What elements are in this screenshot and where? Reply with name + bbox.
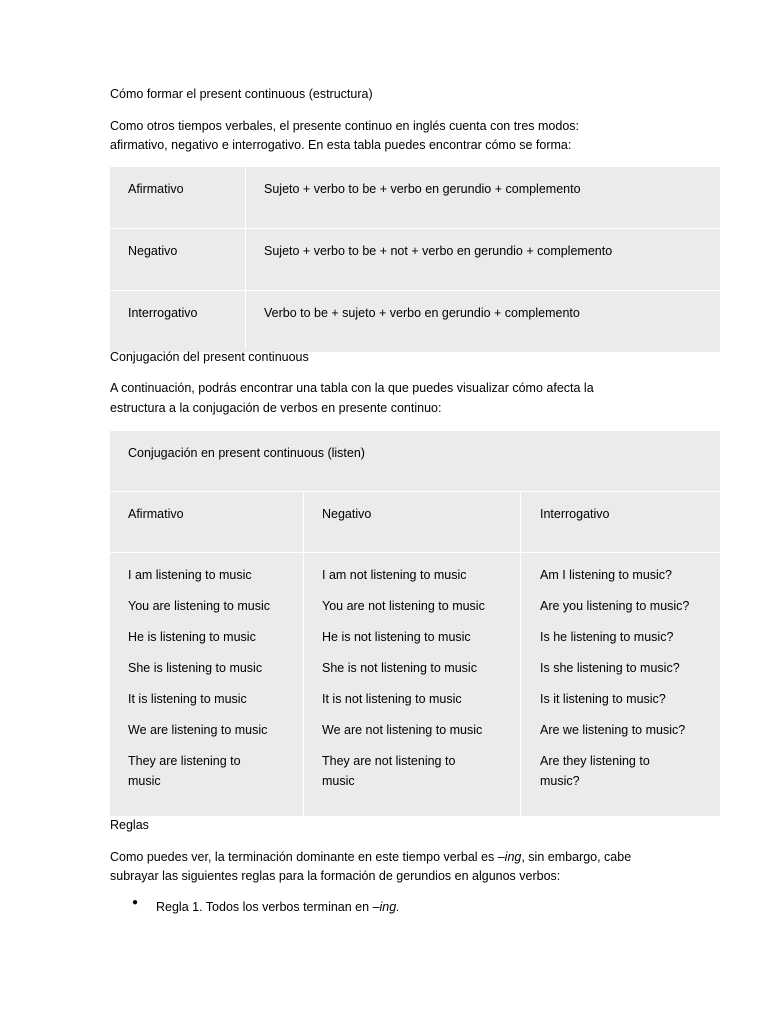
table-divider	[303, 492, 304, 816]
structure-table	[110, 167, 720, 352]
mode-cell: Negativo	[128, 244, 178, 258]
table-cell: Is it listening to music?	[540, 692, 666, 706]
section-heading-conjugation: Conjugación del present continuous	[110, 350, 309, 364]
bullet-icon: ●	[132, 897, 139, 908]
formula-cell: Verbo to be + sujeto + verbo en gerundio + complemento	[264, 306, 580, 320]
mode-cell: Afirmativo	[128, 182, 184, 196]
table-divider	[520, 492, 521, 816]
table-divider	[110, 491, 720, 492]
table-cell: They are listening to music	[128, 754, 241, 788]
column-header-interrogativo: Interrogativo	[540, 507, 610, 521]
text-run: Regla 1. Todos los verbos terminan en	[156, 900, 373, 914]
table-cell: He is listening to music	[128, 630, 256, 644]
table-cell: It is not listening to music	[322, 692, 462, 706]
table-cell: I am listening to music	[128, 568, 252, 582]
table-cell: Are they listening to music?	[540, 754, 650, 788]
afirmativo-column	[128, 565, 270, 791]
table-row	[110, 291, 720, 352]
table-cell: She is listening to music	[128, 661, 263, 675]
table-cell: Is she listening to music?	[540, 661, 680, 675]
column-header-negativo: Negativo	[322, 507, 372, 521]
section-heading-structure: Cómo formar el present continuous (estructura)	[110, 87, 373, 101]
formula-cell: Sujeto + verbo to be + verbo en gerundio + complemento	[264, 182, 581, 196]
conjugation-intro-line-2: estructura a la conjugación de verbos en presente continuo:	[110, 401, 442, 415]
table-cell: It is listening to music	[128, 692, 247, 706]
table-cell: They are not listening to music	[322, 754, 456, 788]
rules-intro-line-1	[110, 847, 631, 867]
table-cell: You are listening to music	[128, 599, 270, 613]
emphasis-text: –ing	[497, 850, 522, 864]
rule-1-item	[156, 897, 400, 917]
table-cell: We are not listening to music	[322, 723, 483, 737]
negativo-column	[322, 565, 487, 791]
structure-intro-line-2: afirmativo, negativo e interrogativo. En esta tabla puedes encontrar cómo se forma:	[110, 138, 572, 152]
text-run: , sin embargo, cabe	[521, 850, 632, 864]
rules-intro-line-2: subrayar las siguientes reglas para la formación de gerundios en algunos verbos:	[110, 869, 561, 883]
conjugation-table	[110, 431, 720, 816]
conjugation-intro-line-1: A continuación, podrás encontrar una tabla con la que puedes visualizar cómo afecta la	[110, 381, 594, 395]
emphasis-text: –ing.	[372, 900, 400, 914]
table-cell: She is not listening to music	[322, 661, 477, 675]
column-header-afirmativo: Afirmativo	[128, 507, 184, 521]
section-heading-rules: Reglas	[110, 818, 149, 832]
table-cell: He is not listening to music	[322, 630, 471, 644]
formula-cell: Sujeto + verbo to be + not + verbo en gerundio + complemento	[264, 244, 613, 258]
text-run: Como puedes ver, la terminación dominante en este tiempo verbal es	[110, 850, 498, 864]
table-cell: You are not listening to music	[322, 599, 485, 613]
table-cell: Is he listening to music?	[540, 630, 674, 644]
table-title: Conjugación en present continuous (listen)	[128, 446, 365, 460]
table-cell: We are listening to music	[128, 723, 268, 737]
table-cell: I am not listening to music	[322, 568, 467, 582]
table-divider	[110, 552, 720, 553]
table-row	[110, 229, 720, 291]
table-cell: Are we listening to music?	[540, 723, 686, 737]
table-row	[110, 167, 720, 229]
structure-intro-line-1: Como otros tiempos verbales, el presente continuo en inglés cuenta con tres modos:	[110, 119, 580, 133]
table-cell: Are you listening to music?	[540, 599, 690, 613]
interrogativo-column	[540, 565, 689, 791]
table-cell: Am I listening to music?	[540, 568, 672, 582]
mode-cell: Interrogativo	[128, 306, 198, 320]
